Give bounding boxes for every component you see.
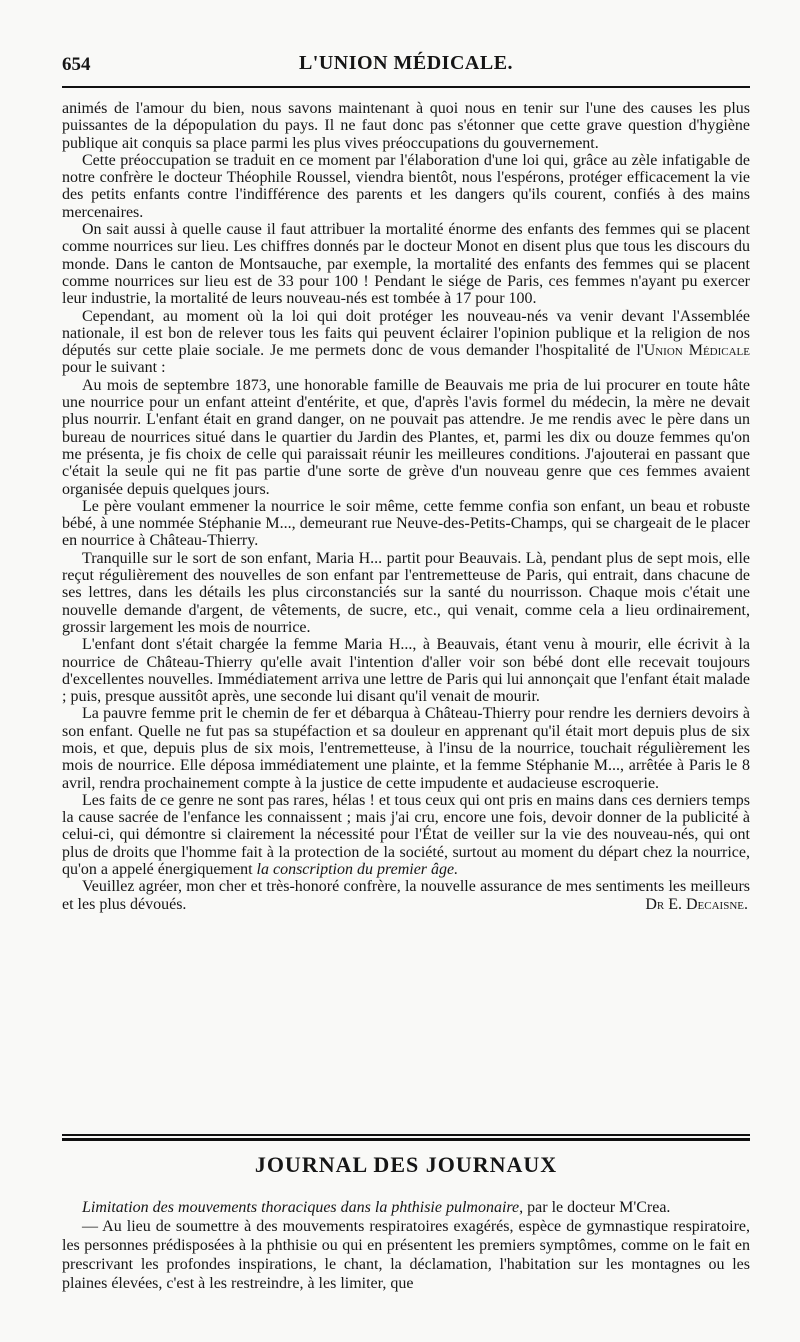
paragraph: Cette préoccupation se traduit en ce moment par l'élaboration d'une loi qui, grâce au zèle infatigable de notre confrère le docteur Théophile Roussel, viendra bientôt, nous l'espérons, protéger efficacement la vie des petits enfants contre l'indifférence des parents et les dangers qu'ils courent, confiés à des mains mercenaires.: [62, 151, 750, 221]
paragraph: [62, 792, 750, 878]
paragraph: Tranquille sur le sort de son enfant, Maria H... partit pour Beauvais. Là, pendant plus de sept mois, elle reçut régulièrement des nouvelles de son enfant par l'entremetteuse de Paris, qui entrait, dans chacune de ses lettres, dans les détails les plus circonstanciés sur la santé du nourrisson. Chaque mois c'était une nouvelle demande d'argent, de vêtements, de sucre, etc., qui venait, comme cela a lieu ordinairement, grossir largement les mois de nourrice.: [62, 549, 750, 636]
article-title: Limitation des mouvements thoraciques dans la phthisie pulmonaire,: [82, 1199, 524, 1216]
closing-paragraph: Veuillez agréer, mon cher et très-honoré confrère, la nouvelle assurance de mes sentiments les meilleurs et les plus dévoués.: [62, 878, 750, 913]
section-paragraph-text: — Au lieu de soumettre à des mouvements respiratoires exagérés, espèce de gymnastique respiratoire, les personnes prédisposées à la phthisie ou qui en présentent les premiers symptômes, comme on le fait en prescrivant les profondes inspirations, le chant, la déclamation, l'habitation sur les montagnes ou les plaines élevées, c'est à les restreindre, à les limiter, que: [62, 1218, 750, 1292]
signature: Dr E. Decaisne.: [645, 895, 748, 913]
section-paragraph: [62, 1198, 750, 1217]
header-rule: [62, 86, 750, 88]
paragraph-text: Les faits de ce genre ne sont pas rares, hélas ! et tous ceux qui ont pris en mains dans ces derniers temps la cause sacrée de l'enfance les connaissent ; mais j'ai cru, encore une fois, devoir donner de la publicité à celui-ci, qui démontre si clairement la nécessité pour l'État de veiller sur la vie des nouveau-nés, qui ont plus de droits que l'homme fait à la protection de la société, surtout au moment du départ chez la nourrice, qu'on a appelé énergiquement: [62, 791, 750, 879]
page-number: 654: [62, 54, 91, 75]
section-article: [62, 1198, 750, 1293]
journal-name: Union Médicale: [643, 342, 750, 360]
running-head: [62, 52, 750, 82]
section-divider: [62, 1134, 750, 1141]
paragraph: [62, 308, 750, 377]
section-title: JOURNAL DES JOURNAUX: [254, 1152, 558, 1177]
paragraph-text: Cependant, au moment où la loi qui doit protéger les nouveau-nés va venir devant l'Assemblée nationale, il est bon de relever tous les faits qui peuvent éclairer l'opinion publique et la religion de nos députés sur cette plaie sociale. Je me permets donc de vous demander l'hospitalité de l': [62, 307, 750, 360]
paragraph-text: pour le suivant :: [62, 359, 166, 377]
article-byline: par le docteur M'Crea.: [523, 1199, 671, 1216]
paragraph: La pauvre femme prit le chemin de fer et débarqua à Château-Thierry pour rendre les derniers devoirs à son enfant. Quelle ne fut pas sa stupéfaction et sa douleur en apprenant qu'il était mort depuis plus de six mois, et que, depuis plus de six mois, l'entremetteuse, à l'insu de la nourrice, touchait régulièrement les mois de nourrice. Elle déposa immédiatement une plainte, et la femme Stéphanie M..., arrêtée à Paris le 8 avril, rendra prochainement compte à la justice de cette impudente et audacieuse escroquerie.: [62, 705, 750, 792]
article-body: [62, 100, 750, 913]
italic-phrase: la conscription du premier âge.: [256, 861, 459, 879]
paragraph: Au mois de septembre 1873, une honorable famille de Beauvais me pria de lui procurer en toute hâte une nourrice pour un enfant atteint d'entérite, et que, d'après l'avis formel du médecin, la mère ne devait plus nourrir. L'enfant était en grand danger, on ne pouvait pas attendre. Je me rendis avec le père dans un bureau de nourrices situé dans le quartier du Jardin des Plantes, et, parmi les dix ou douze femmes qu'on me présenta, je fis choix de celle qui paraissait réunir les meilleures conditions. J'ajouterai en passant que c'était la seule qui ne fit pas partie d'une sorte de grève d'un nouveau genre que ces femmes avaient organisée depuis quelques jours.: [62, 376, 750, 498]
paragraph: Le père voulant emmener la nourrice le soir même, cette femme confia son enfant, un beau et robuste bébé, à une nommée Stéphanie M..., demeurant rue Neuve-des-Petits-Champs, qui se chargeait de le placer en nourrice à Château-Thierry.: [62, 497, 750, 550]
paragraph: L'enfant dont s'était chargée la femme Maria H..., à Beauvais, étant venu à mourir, elle écrivit à la nourrice de Château-Thierry qu'elle avait l'intention d'aller voir son bébé dont elle recevait toujours d'excellentes nouvelles. Immédiatement arriva une lettre de Paris qui lui annonçait que l'enfant était malade ; puis, presque aussitôt après, une seconde lui disant qu'il venait de mourir.: [62, 636, 750, 706]
journal-title: L'UNION MÉDICALE.: [298, 52, 514, 74]
paragraph: animés de l'amour du bien, nous savons maintenant à quoi nous en tenir sur l'une des causes les plus puissantes de la dépopulation du pays. Il ne faut donc pas s'étonner que cette grave question d'hygiène publique ait conquis sa place parmi les plus vives préoccupations du gouvernement.: [62, 100, 750, 152]
paragraph: On sait aussi à quelle cause il faut attribuer la mortalité énorme des enfants des femmes qui se placent comme nourrices sur lieu. Les chiffres donnés par le docteur Monot en disent plus que tous les discours du monde. Dans le canton de Montsauche, par exemple, la mortalité des enfants des femmes qui se placent comme nourrices sur lieu est de 33 pour 100 ! Pendant le siége de Paris, ces femmes n'ayant pu exercer leur industrie, la mortalité de leurs nouveau-nés est tombée à 17 pour 100.: [62, 221, 750, 308]
